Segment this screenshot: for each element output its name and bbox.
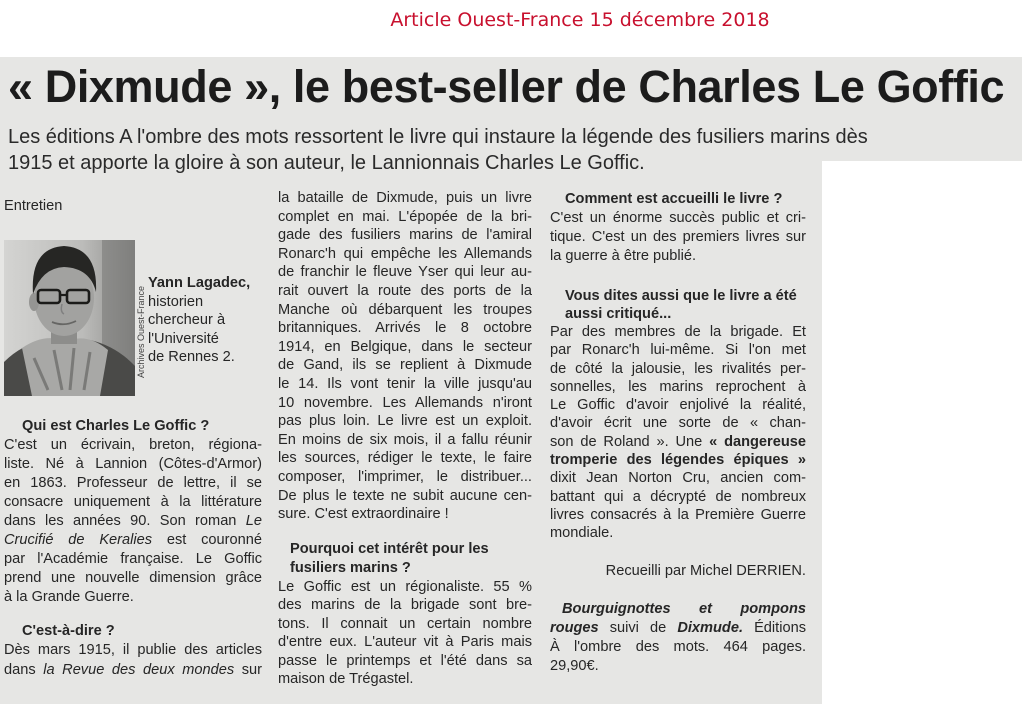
answer-line: à la Grande Guerre. xyxy=(4,589,134,605)
answer-line: complet en mai. L'épopée de la bri- xyxy=(278,208,532,225)
question-line: Vous dites aussi que le livre a été xyxy=(565,288,797,304)
portrait-image xyxy=(4,240,135,396)
answer-line xyxy=(4,661,262,681)
answer-segment: dans xyxy=(4,661,44,678)
answer-line xyxy=(550,451,806,469)
rubric: Entretien xyxy=(4,198,63,214)
answer-line: passe le printemps et l'été dans sa xyxy=(278,652,532,669)
answer-line: Dès mars 1915, il publie des articles xyxy=(4,642,262,658)
answer-line: C'est un écrivain, breton, régiona- xyxy=(4,437,262,453)
book-reference xyxy=(550,600,806,676)
answer-line: C'est un énorme succès public et cri- xyxy=(550,209,806,226)
answer-segment: tromperie des légendes épiques » xyxy=(550,452,806,469)
answer-line: tons. Il connait un certain nombre xyxy=(278,615,532,632)
lead-line: 1915 et apporte la gloire à son auteur, le Lannionnais Charles Le Goffic. xyxy=(8,152,645,174)
answer-line: composer, l'imprimer, le distribuer... xyxy=(278,468,532,485)
answer-line: En moins de six mois, il a fallu réunir xyxy=(278,431,532,448)
answer-line: d'avoir écrit une sorte de « chan- xyxy=(550,415,806,432)
answer-line: mondiale. xyxy=(550,525,614,542)
answer-segment: Le xyxy=(245,513,262,529)
answer-line: maison de Trégastel. xyxy=(278,671,414,688)
question-line: Comment est accueilli le livre ? xyxy=(565,190,783,207)
answer-text xyxy=(278,189,532,524)
answer-line: sonnelles, les marins reprochent à xyxy=(550,378,806,395)
question-line: aussi critiqué... xyxy=(565,306,672,322)
answer-line: les sources, rédiger le texte, le faire xyxy=(278,450,532,467)
answer-line: Par des membres de la brigade. Et xyxy=(550,324,806,340)
answer-line: De plus le texte ne subit aucune cen- xyxy=(278,487,532,504)
interviewee-role xyxy=(148,293,260,367)
source-note: Article Ouest-France 15 décembre 2018 xyxy=(390,9,770,31)
answer-line: pas plus loin. Le livre est un exploit. xyxy=(278,413,532,430)
answer-line: Ronarc'h qui empêche les Allemands xyxy=(278,245,532,262)
photo-credit: Archives Ouest-France xyxy=(136,285,146,378)
book-line xyxy=(550,600,806,619)
answer-line: tique. C'est un des premiers livres sur xyxy=(550,228,806,245)
answer-text xyxy=(4,641,262,680)
question-line: C'est-à-dire ? xyxy=(22,623,115,639)
answer-line: Le Goffic d'avoir enjolivé la réalité, xyxy=(550,397,806,414)
answer-segment: la Revue des deux mondes xyxy=(43,661,235,678)
book-line: 29,90€. xyxy=(550,657,599,674)
book-line: À l'ombre des mots. 464 pages. xyxy=(550,638,806,655)
answer-line: par Ronarc'h lui-même. Si l'on met xyxy=(550,342,806,359)
question-block xyxy=(4,416,262,607)
answer-line: la bataille de Dixmude, puis un livre xyxy=(278,190,532,206)
answer-line: livres consacrés à la Première Guerre xyxy=(550,506,806,523)
question-line: Pourquoi cet intérêt pour les xyxy=(290,540,489,557)
answer-line: dixit Jean Norton Cru, ancien com- xyxy=(550,470,806,487)
answer-line: 1914, en Belgique, dans le secteur xyxy=(278,338,532,355)
caption-line: historien xyxy=(148,293,204,310)
book-line xyxy=(550,619,806,638)
question-block xyxy=(4,621,262,680)
answer-line: de côté la jalousie, les rivalités per- xyxy=(550,360,806,377)
answer-line: la guerre à être publié. xyxy=(550,247,697,264)
answer-segment: son de Roland ». Une xyxy=(550,433,710,450)
answer-line xyxy=(4,512,262,531)
question-line: fusiliers marins ? xyxy=(290,559,411,576)
interviewee-name: Yann Lagadec, xyxy=(148,275,251,291)
book-text xyxy=(550,600,806,676)
answer-line: le 14. Ils vont tenir la ville jusqu'au xyxy=(278,375,532,392)
answer-line: en 1863. Professeur de lettre, il se xyxy=(4,475,262,491)
answer-line: Manche où débarquent les troupes xyxy=(278,301,532,318)
answer-text xyxy=(550,323,806,543)
answer-segment: sur xyxy=(234,661,263,678)
answer-text xyxy=(550,209,806,266)
question-heading xyxy=(4,416,262,436)
answer-line: rait ouvert la route des ports de la xyxy=(278,282,532,299)
answer-line: battant qui a décrypté de nombreux xyxy=(550,488,806,505)
book-segment: rouges xyxy=(550,619,599,636)
caption-line: de Rennes 2. xyxy=(148,349,235,365)
lead-line: Les éditions A l'ombre des mots ressortent le livre qui instaure la légende des fusiliers marins dès xyxy=(8,126,868,148)
answer-line: consacre uniquement à la littérature xyxy=(4,494,262,510)
answer-line: Le Goffic est un régionaliste. 55 % xyxy=(278,578,532,595)
question-heading xyxy=(4,621,262,641)
answer-segment: « dangereuse xyxy=(709,433,806,450)
question-heading xyxy=(278,540,532,578)
answer-segment: Crucifié de Keralies xyxy=(4,532,153,548)
question-block xyxy=(278,540,532,690)
answer-line: de Gand, ils se replient à Dixmude xyxy=(278,357,532,374)
answer-text xyxy=(278,578,532,690)
answer-line: par l'Académie française. Le Goffic xyxy=(4,551,262,567)
answer-line xyxy=(4,531,262,550)
answer-line: gade des fusiliers marins de l'amiral xyxy=(278,227,532,244)
portrait-photo xyxy=(4,240,135,396)
interviewee-caption xyxy=(148,274,260,367)
answer-line: liste. Né à Lannion (Côtes-d'Armor) xyxy=(4,456,262,472)
answer-line: prend une nouvelle dimension grâce xyxy=(4,570,262,586)
book-segment: Éditions xyxy=(743,619,806,636)
byline: Recueilli par Michel DERRIEN. xyxy=(605,562,806,579)
question-line: Qui est Charles Le Goffic ? xyxy=(22,418,210,434)
book-segment: Dixmude. xyxy=(677,619,743,636)
answer-line: des marins de la brigade sont bre- xyxy=(278,597,532,614)
question-block xyxy=(550,287,806,543)
answer-segment: dans les années 90. Son roman xyxy=(4,513,246,529)
answer-text xyxy=(4,436,262,607)
caption-line: l'Université xyxy=(148,330,219,347)
question-heading xyxy=(550,190,806,209)
caption-line: chercheur à xyxy=(148,312,226,328)
book-segment: suivi de xyxy=(598,619,678,636)
answer-segment: est couronné xyxy=(152,532,262,548)
answer-continued xyxy=(278,189,532,524)
question-block xyxy=(550,190,806,266)
answer-line: de franchir le fleuve Yser qui leur au- xyxy=(278,264,532,281)
question-heading xyxy=(550,287,806,323)
answer-line: 10 novembre. Les Allemands n'iront xyxy=(278,394,532,411)
article-lead xyxy=(8,124,1008,176)
answer-line: britanniques. Arrivés le 8 octobre xyxy=(278,320,532,337)
article-title: « Dixmude », le best-seller de Charles Le Goffic xyxy=(8,61,1005,112)
answer-line: d'entre eux. L'auteur vit à Paris mais xyxy=(278,634,532,651)
book-segment: Bourguignottes et pompons xyxy=(562,600,806,617)
answer-line: sure. C'est extraordinaire ! xyxy=(278,506,449,523)
answer-line xyxy=(550,433,806,451)
